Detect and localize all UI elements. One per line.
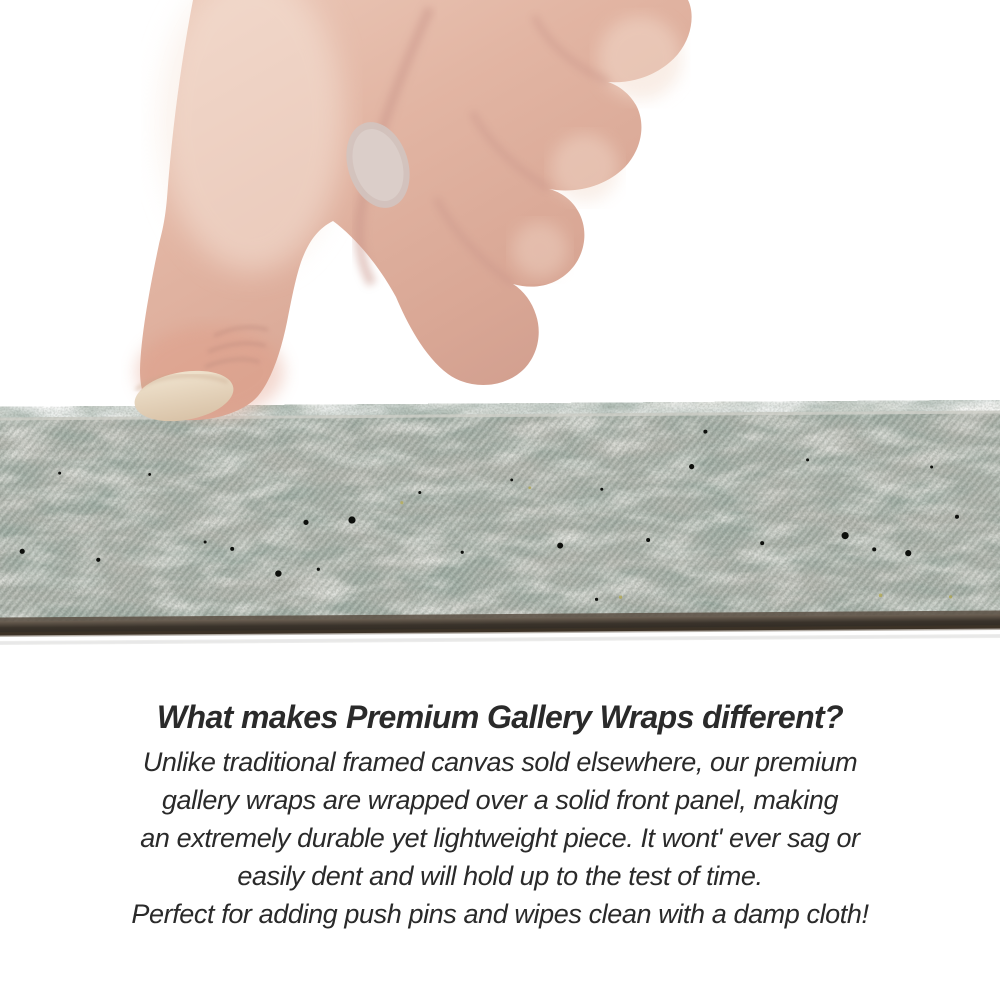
caption-section	[0, 699, 1000, 933]
body-line-5: Perfect for adding push pins and wipes clean with a damp cloth!	[131, 899, 869, 929]
section-heading: What makes Premium Gallery Wraps different?	[156, 699, 844, 735]
body-line-4: easily dent and will hold up to the test of time.	[237, 861, 763, 891]
body-line-2: gallery wraps are wrapped over a solid front panel, making	[161, 785, 839, 815]
body-line-3: an extremely durable yet lightweight piece. It wont' ever sag or	[140, 823, 860, 853]
canvas-edge-cross-section-icon	[0, 410, 1000, 644]
hand-thumb-pressing-down-icon	[131, 0, 692, 428]
canvas-shadow-line	[0, 634, 1000, 644]
body-line-1: Unlike traditional framed canvas sold elsewhere, our premium	[142, 747, 858, 777]
knuckle-highlight	[598, 16, 682, 100]
